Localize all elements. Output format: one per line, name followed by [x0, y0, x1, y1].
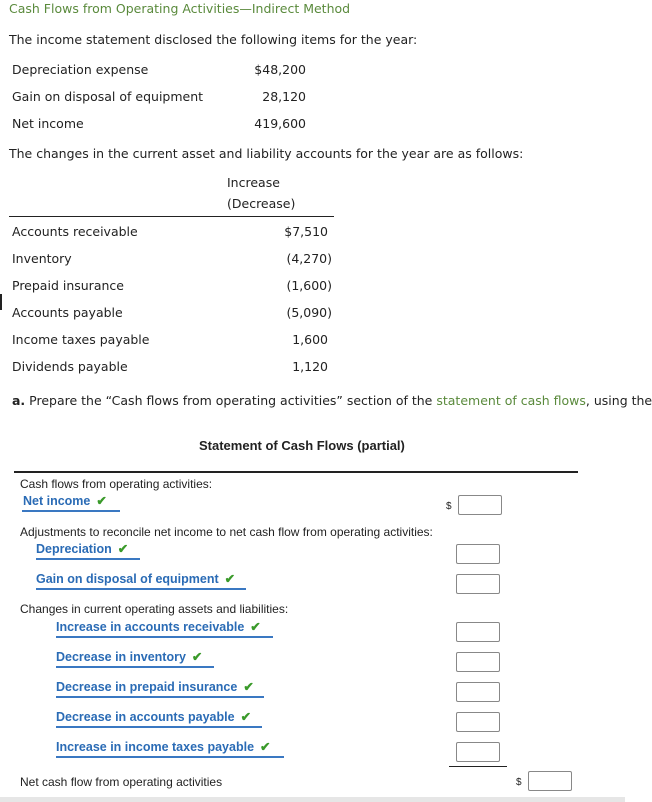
change-value: (5,090)	[286, 305, 332, 320]
check-icon: ✔	[240, 710, 252, 724]
page-edge-marker	[0, 294, 2, 310]
gain-amount-input[interactable]	[456, 574, 500, 594]
income-item-label: Gain on disposal of equipment	[12, 89, 204, 104]
statement-of-cash-flows-link[interactable]: statement of cash flows	[436, 393, 586, 408]
check-icon: ✔	[224, 572, 236, 586]
income-item-label: Net income	[12, 116, 84, 131]
changes-heading: Changes in current operating assets and liabilities:	[20, 602, 289, 616]
income-item-value: 419,600	[254, 116, 306, 131]
change-value: 1,120	[292, 359, 328, 374]
check-icon: ✔	[250, 620, 261, 634]
select-label: Depreciation	[36, 542, 112, 556]
subtotal-rule	[449, 766, 507, 767]
check-icon: ✔	[243, 680, 254, 694]
check-icon: ✔	[191, 650, 203, 664]
adjustments-heading: Adjustments to reconcile net income to net cash flow from operating activities:	[20, 525, 433, 539]
change-label: Accounts receivable	[12, 224, 138, 239]
change-value: $7,510	[284, 224, 328, 239]
question-text	[12, 393, 652, 408]
income-item-label: Depreciation expense	[12, 62, 149, 77]
intro-text: The income statement disclosed the following items for the year:	[9, 32, 418, 47]
question-letter: a.	[12, 393, 26, 408]
change-value: (1,600)	[286, 278, 332, 293]
page-title: Cash Flows from Operating Activities—Indirect Method	[9, 1, 351, 16]
change-amount-input[interactable]	[456, 742, 500, 762]
change-label: Prepaid insurance	[12, 278, 124, 293]
depreciation-select[interactable]	[36, 542, 140, 560]
bottom-scroll-band	[0, 797, 625, 802]
change-amount-input[interactable]	[456, 652, 500, 672]
currency-symbol: $	[446, 501, 452, 512]
depreciation-amount-input[interactable]	[456, 544, 500, 564]
select-label: Increase in accounts receivable	[56, 620, 245, 634]
statement-title: Statement of Cash Flows (partial)	[199, 438, 405, 453]
change-amount-input[interactable]	[456, 682, 500, 702]
check-icon: ✔	[117, 542, 129, 556]
change-amount-input[interactable]	[456, 622, 500, 642]
net-income-amount-input[interactable]	[458, 495, 502, 515]
statement-top-rule	[14, 471, 578, 473]
income-item-value: 28,120	[262, 89, 306, 104]
change-amount-input[interactable]	[456, 712, 500, 732]
changes-intro-text: The changes in the current asset and liability accounts for the year are as follows:	[9, 146, 524, 161]
select-label: Gain on disposal of equipment	[36, 572, 219, 586]
select-label: Decrease in prepaid insurance	[56, 680, 238, 694]
net-income-select[interactable]	[22, 494, 120, 512]
change-label: Income taxes payable	[12, 332, 150, 347]
question-tail: , using the	[585, 393, 652, 408]
select-label: Increase in income taxes payable	[56, 740, 255, 754]
change-value: 1,600	[292, 332, 328, 347]
cf-heading: Cash flows from operating activities:	[20, 477, 213, 491]
change-select-income-taxes-payable[interactable]	[56, 740, 284, 758]
net-cash-amount-input[interactable]	[528, 771, 572, 791]
net-cash-label: Net cash flow from operating activities	[20, 775, 223, 789]
change-select-inventory[interactable]	[56, 650, 214, 668]
change-label: Dividends payable	[12, 359, 128, 374]
select-label: Net income	[23, 494, 91, 508]
change-select-accounts-payable[interactable]	[56, 710, 262, 728]
change-label: Accounts payable	[12, 305, 123, 320]
income-item-value: $48,200	[254, 62, 306, 77]
column-header-decrease: (Decrease)	[227, 196, 296, 211]
gain-on-disposal-select[interactable]	[36, 572, 246, 590]
change-value: (4,270)	[286, 251, 332, 266]
check-icon: ✔	[260, 740, 271, 754]
select-label: Decrease in accounts payable	[56, 710, 235, 724]
select-label: Decrease in inventory	[56, 650, 186, 664]
table-header-rule	[9, 216, 334, 217]
change-label: Inventory	[12, 251, 72, 266]
check-icon: ✔	[96, 494, 107, 508]
currency-symbol: $	[516, 777, 522, 788]
question-body: Prepare the “Cash flows from operating activities” section of the	[25, 393, 437, 408]
column-header-increase: Increase	[227, 175, 280, 190]
change-select-accounts-receivable[interactable]	[56, 620, 273, 638]
change-select-prepaid-insurance[interactable]	[56, 680, 264, 698]
